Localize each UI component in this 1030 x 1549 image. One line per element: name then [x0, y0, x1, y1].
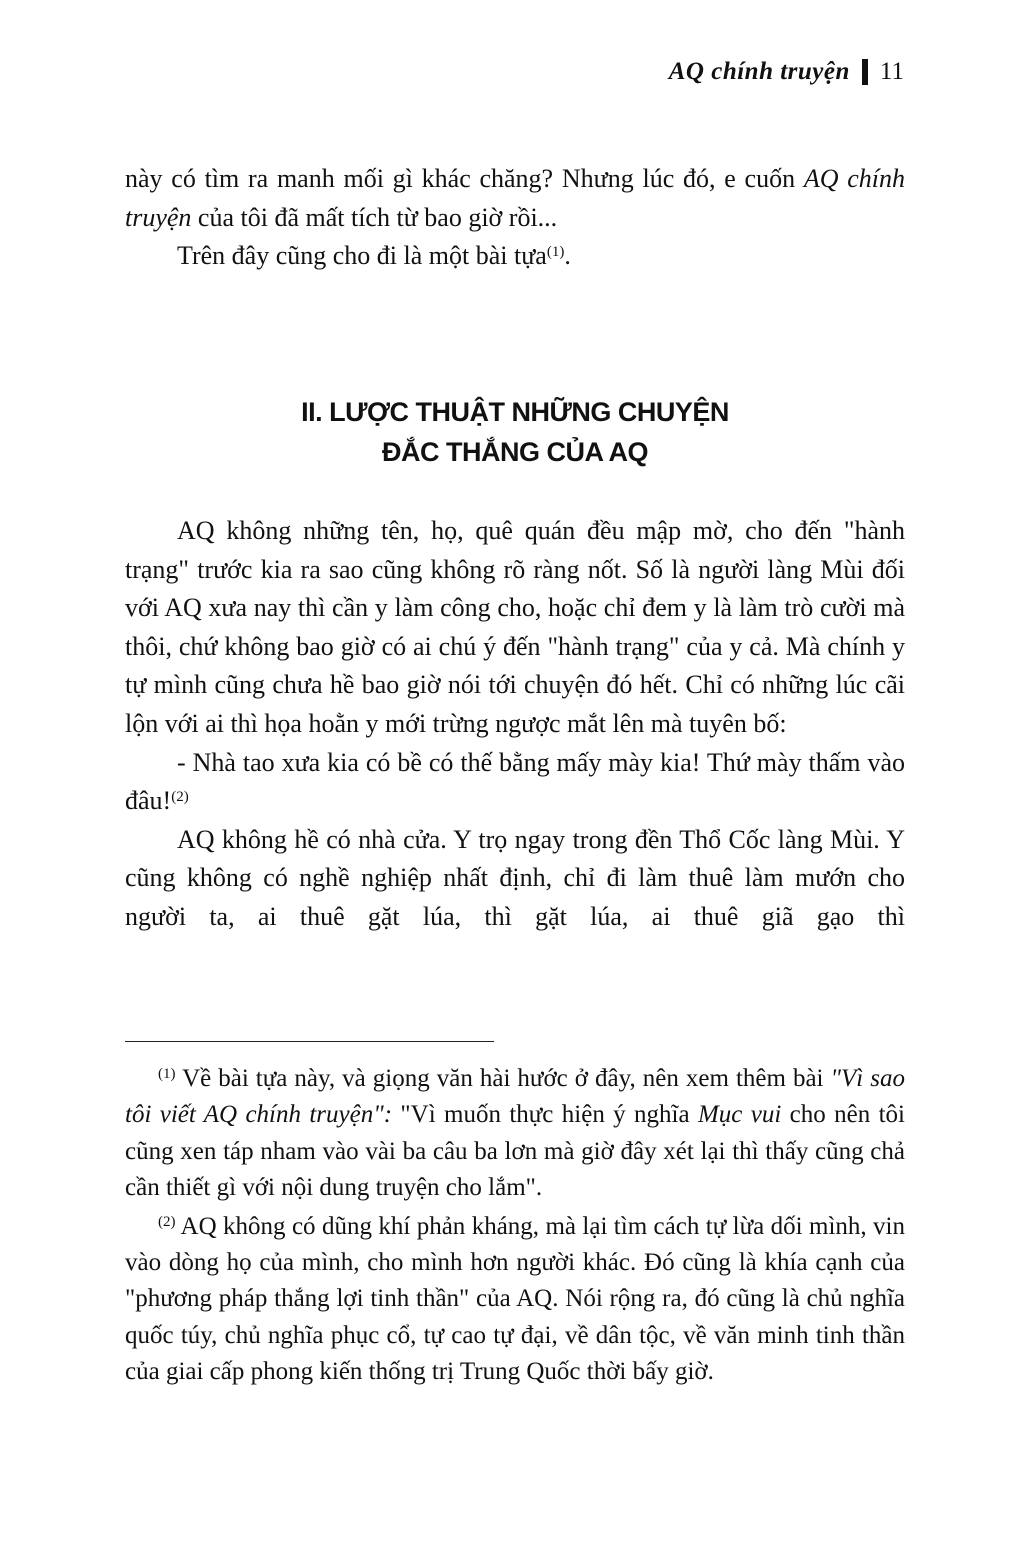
page-number: 11 [879, 58, 904, 85]
footnotes [125, 1061, 905, 1393]
footnote-1 [125, 1061, 905, 1207]
chapter-heading-line-2: ĐẮC THẮNG CỦA AQ [382, 437, 648, 467]
intro-paragraph-2 [125, 237, 905, 276]
running-title: AQ chính truyện [668, 58, 850, 85]
footnote-1-mark: (1) [158, 1066, 176, 1082]
running-header [669, 58, 904, 86]
intro-p1-text-a: này có tìm ra manh mối gì khác chăng? Nhưng lúc đó, e cuốn [125, 164, 804, 193]
footnote-1-text-a: Về bài tựa này, và giọng văn hài hước ở đây, nên xem thêm bài [175, 1065, 831, 1092]
chapter-heading [125, 392, 905, 472]
footnote-2-text: AQ không có dũng khí phản kháng, mà lại tìm cách tự lừa dối mình, vin vào dòng họ của mình, cho mình hơn người khác. Đó cũng là khía cạnh của "phương pháp thắng lợi tinh thần" của AQ. Nói rộng ra, đó cũng là chủ nghĩa quốc túy, chủ nghĩa phục cổ, tự cao tự đại, về dân tộc, về văn minh tinh thần của giai cấp phong kiến thống trị Trung Quốc thời bấy giờ. [125, 1212, 905, 1386]
footnote-1-text-b: "Vì muốn thực hiện ý nghĩa [392, 1101, 698, 1129]
footnote-2-mark: (2) [158, 1213, 176, 1230]
body-p2-text: - Nhà tao xưa kia có bề có thế bằng mấy mày kia! Thứ mày thấm vào đâu! [125, 747, 905, 816]
body-paragraph-3: AQ không hề có nhà cửa. Y trọ ngay trong đền Thổ Cốc làng Mùi. Y cũng không có nghề nghiệp nhất định, chỉ đi làm thuê làm mướn cho người ta, ai thuê gặt lúa, thì gặt lúa, ai thuê giã gạo thì [125, 824, 905, 931]
intro-p2-end: . [564, 241, 571, 271]
body-paragraph-1: AQ không những tên, họ, quê quán đều mập mờ, cho đến "hành trạng" trước kia ra sao cũng không rõ ràng nốt. Số là người làng Mùi đối với AQ xưa nay thì cần y làm công cho, hoặc chỉ đem y là làm trò cười mà thôi, chứ không bao giờ có ai chú ý đến "hành trạng" của y cả. Mà chính y tự mình cũng chưa hề bao giờ nói tới chuyện đó hết. Chỉ có những lúc cãi lộn với ai thì họa hoằn y mới trừng ngược mắt lên mà tuyên bố: [125, 516, 905, 738]
header-divider [862, 59, 868, 85]
body-paragraph-2 [125, 744, 905, 821]
intro-p1-text-b: của tôi đã mất tích từ bao giờ rồi... [191, 202, 558, 232]
chapter-heading-line-1: II. LƯỢC THUẬT NHỮNG CHUYỆN [301, 397, 729, 427]
footnote-1-italic-term: Mục vui [697, 1101, 782, 1129]
intro-p2-text: Trên đây cũng cho đi là một bài tựa [177, 241, 547, 271]
footnote-1-italic-title: "Vì sao tôi viết AQ chính truyện": [125, 1065, 905, 1129]
footnote-1-text-c: cho nên tôi cũng xen táp nham vào vài ba câu ba lơn mà giờ đây xét lại thì thấy cũng chả cần thiết gì với nội dung truyện cho lắm". [125, 1101, 905, 1202]
footnote-2 [125, 1209, 905, 1391]
intro-text [125, 160, 905, 276]
intro-paragraph-1 [125, 160, 905, 237]
footnote-ref-1: (1) [546, 244, 565, 261]
footnote-ref-2: (2) [171, 789, 189, 806]
chapter-body [125, 512, 905, 937]
footnote-separator [125, 1041, 494, 1042]
book-title-italic: AQ chính truyện [125, 164, 906, 232]
